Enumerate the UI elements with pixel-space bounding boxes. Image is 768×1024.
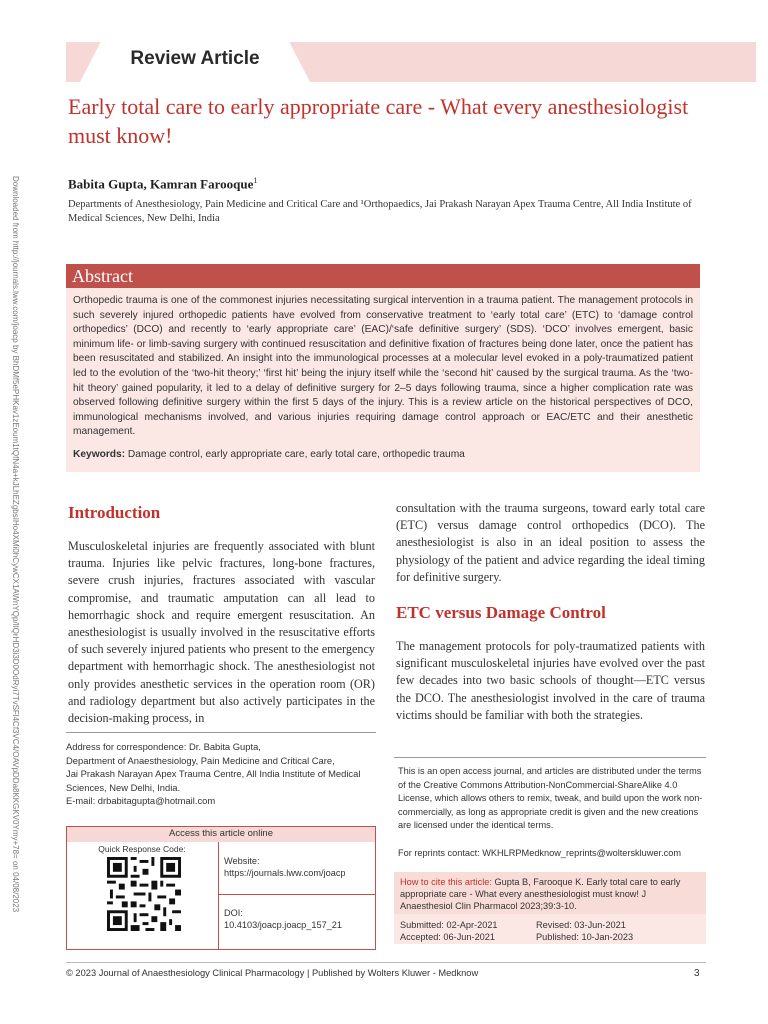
correspondence-line: Department of Anaesthesiology, Pain Medicine and Critical Care, — [66, 754, 335, 766]
affiliation: Departments of Anesthesiology, Pain Medicine and Critical Care and ¹Orthopaedics, Jai Prakash Narayan Apex Trauma Centre, All India Institute of Medical Sciences, New Delhi, India — [68, 199, 692, 224]
right-column-text: consultation with the trauma surgeons, toward early total care (ETC) versus damage control orthopedics (DCO). The anesthesiologist is also in an ideal position to assess the physiology of the patient and advice regarding the ideal timing for definitive surgery. — [396, 501, 705, 584]
date-submitted: Submitted: 02-Apr-2021 — [400, 920, 498, 930]
correspondence-line: Sciences, New Delhi, India. — [66, 781, 181, 793]
download-notice-text: Downloaded from http://journals.lww.com/joacp by BhDMf5ePHKav1zEoum1tQfN4a+kJLhEZgbsIHo4XMi0hCywCX1AWnYQp/IlQrHD3i3D0OdRyi7TvSFl4Cf3VC4/OAVpDDa8KKGKV0Ymy+78= on 04/08/2023 — [11, 176, 20, 913]
correspondence-line: Jai Prakash Narayan Apex Trauma Centre, All India Institute of Medical — [66, 768, 361, 780]
download-notice — [8, 176, 56, 913]
etc-heading: ETC versus Damage Control — [396, 603, 606, 622]
access-box-divider — [218, 842, 219, 949]
website-label: Website: — [224, 856, 260, 866]
page-number: 3 — [694, 968, 700, 979]
doi-label: DOI: — [224, 908, 243, 918]
keywords-label: Keywords: — [73, 449, 126, 460]
reprints-contact[interactable]: For reprints contact: WKHLRPMedknow_reprints@wolterskluwer.com — [398, 848, 681, 858]
keywords — [73, 449, 693, 460]
website-link[interactable]: https://journals.lww.com/joacp — [224, 868, 346, 878]
introduction-text: Musculoskeletal injuries are frequently associated with blunt trauma. Injuries like pelvic fractures, long-bone fractures, severe crush injuries, fractures associated with vascular compromise, and traumatic amputation can all lead to hemorrhagic shock and require emergent resuscitation. An anesthesiologist is usually involved in the resuscitative efforts of such severely injured patients who present to the emergency department with hemorrhagic shock. The anesthesiologist not only provides anesthetic services in the operation room (OR) and radiology department but also actively participates in the decision-making process, in — [68, 539, 375, 726]
citation-text: Gupta B, Farooque K. Early total care to early appropriate care - What every anesthesiologist must know! J Anaesthesiol Clin Pharmacol 2023;39:3-10. — [400, 877, 681, 912]
footer-text: © 2023 Journal of Anaesthesiology Clinical Pharmacology | Published by Wolters Kluwer - Medknow — [66, 968, 479, 978]
abstract-header-bar — [66, 264, 700, 288]
author-list — [68, 176, 257, 192]
access-doi — [224, 907, 374, 931]
open-access-rule — [394, 757, 706, 758]
open-access-notice: This is an open access journal, and articles are distributed under the terms of the Creative Commons Attribution-NonCommercial-ShareAlike 4.0 License, which allows others to remix, tweak, and build upon the work non-commercially, as long as appropriate credit is given and the new creations are licensed under the identical terms. — [398, 766, 703, 831]
author-superscript: 1 — [253, 176, 258, 185]
correspondence-email[interactable]: E-mail: drbabitagupta@hotmail.com — [66, 795, 216, 807]
access-website — [224, 855, 374, 879]
keywords-text: Damage control, early appropriate care, early total care, orthopedic trauma — [125, 449, 465, 460]
date-accepted: Accepted: 06-Jun-2021 — [400, 932, 496, 942]
correspondence-line: Address for correspondence: Dr. Babita Gupta, — [66, 741, 261, 752]
etc-text: The management protocols for poly-traumatized patients with significant musculoskeletal injuries have evolved over the past few decades into two basic schools of thought—ETC versus the DCO. The anesthesiologist involved in the care of trauma victims should be familiar with both the strategies. — [396, 639, 705, 722]
abstract-text: Orthopedic trauma is one of the commonest injuries necessitating surgical intervention in a trauma patient. The management protocols in such severely injured orthopedic patients have evolved from conservative treatment to ‘early total care’ (ETC) to ‘damage control orthopedics’ (DCO) and recently to ‘early appropriate care’ (EAC)/‘safe definitive surgery’ (SDS). ‘DCO’ involves emergent, basic minimum life- or limb-saving surgery with continued resuscitation and definitive fixation of fractures being done later, once the patient has been resuscitated and stabilized. An insight into the immunological processes at a molecular level evoked in a poly-traumatized patient led to the evolution of the ‘two-hit theory;’ ‘first hit’ being the injury itself while the ‘second hit’ caused by the surgical trauma. As the ‘two-hit theory’ gained popularity, it led to a delay of definitive surgery for 2–5 days following trauma, since a higher complication rate was observed following definitive surgery within the first 5 days of the injury. This is a review article on the historical perspectives of DCO, immunological mechanisms involved, and various injuries requiring damage control approach or EAC/ETC and their anesthetic management. — [73, 295, 693, 438]
access-box-divider — [218, 894, 375, 895]
footer-rule — [66, 962, 706, 963]
citation-label: How to cite this article: — [400, 877, 492, 887]
access-box-heading: Access this article online — [168, 828, 274, 839]
qr-code-icon[interactable] — [107, 857, 181, 931]
doi-link[interactable]: 10.4103/joacp.joacp_157_21 — [224, 920, 343, 930]
correspondence-block — [66, 740, 376, 808]
article-category: Review Article — [130, 48, 260, 69]
article-title: Early total care to early appropriate care - What every anesthesiologist must know! — [68, 94, 689, 148]
abstract-heading: Abstract — [72, 266, 133, 286]
date-published: Published: 10-Jan-2023 — [536, 932, 634, 942]
authors-text: Babita Gupta, Kamran Farooque — [68, 176, 254, 192]
correspondence-rule — [66, 732, 376, 733]
qr-label: Quick Response Code: — [98, 844, 186, 854]
citation — [400, 876, 700, 913]
date-revised: Revised: 03-Jun-2021 — [536, 920, 626, 930]
introduction-heading: Introduction — [68, 503, 161, 522]
